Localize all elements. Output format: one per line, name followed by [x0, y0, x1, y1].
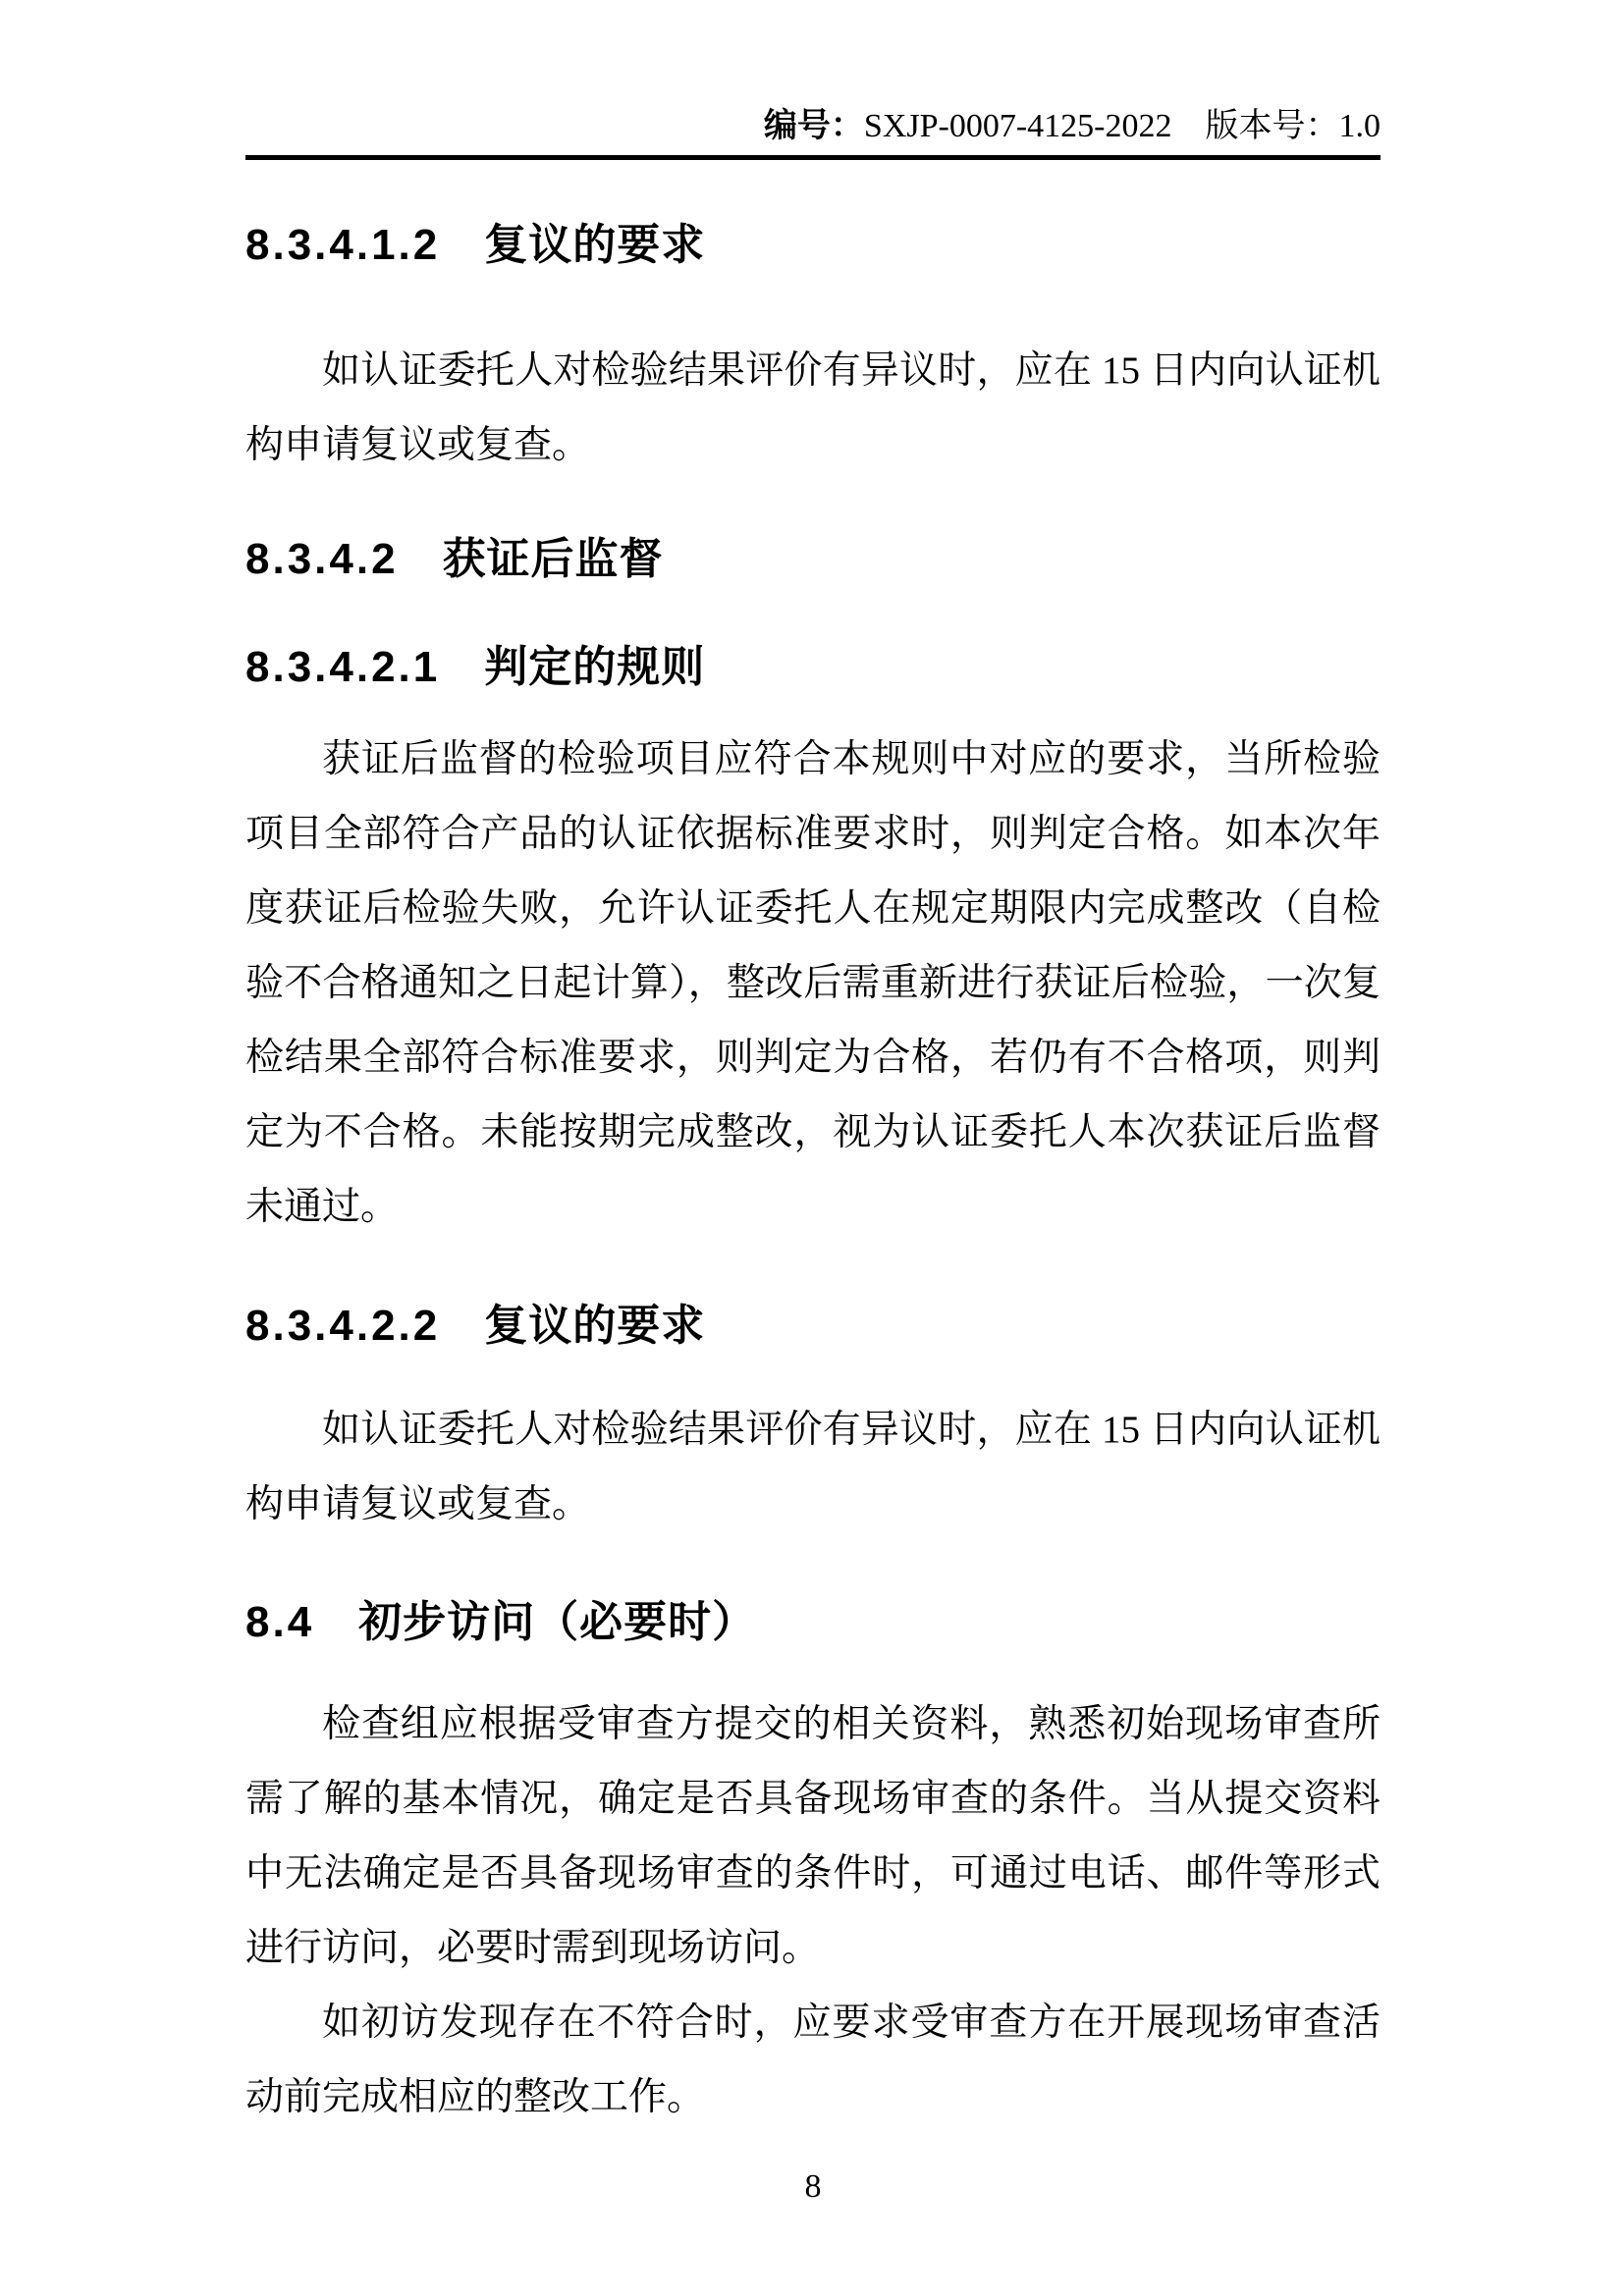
section-heading-8-3-4-1-2	[245, 222, 1380, 269]
section-number: 8.3.4.2	[245, 535, 399, 583]
section-heading-8-3-4-2	[245, 536, 1380, 583]
doc-code-value: SXJP-0007-4125-2022	[863, 108, 1172, 144]
section-number: 8.3.4.2.2	[245, 1302, 441, 1350]
paragraph-appeal-requirement-2: 如认证委托人对检验结果评价有异议时，应在 15 日内向认证机构申请复议或复查。	[245, 1409, 1380, 1525]
section-title: 复议的要求	[484, 1302, 706, 1350]
section-title: 判定的规则	[484, 643, 706, 691]
section-number: 8.3.4.2.1	[245, 643, 441, 691]
section-title: 获证后监督	[442, 535, 664, 583]
document-header	[245, 104, 1380, 149]
header-divider	[245, 155, 1380, 160]
section-title: 初步访问（必要时）	[358, 1598, 757, 1646]
page-number: 8	[804, 2168, 822, 2205]
section-number: 8.4	[245, 1598, 315, 1646]
doc-version-value: 1.0	[1338, 108, 1380, 144]
doc-code-label: 编号：	[763, 108, 864, 144]
paragraph-initial-visit-nonconformity: 如初访发现存在不符合时，应要求受审查方在开展现场审查活动前完成相应的整改工作。	[245, 2002, 1380, 2118]
paragraph-judgement-rules: 获证后监督的检验项目应符合本规则中对应的要求，当所检验项目全部符合产品的认证依据标准要求时，则判定合格。如本次年度获证后检验失败，允许认证委托人在规定期限内完成整改（自检验不合格通知之日起计算），整改后需重新进行获证后检验，一次复检结果全部符合标准要求，则判定为合格，若仍有不合格项，则判定为不合格。未能按期完成整改，视为认证委托人本次获证后监督未通过。	[245, 738, 1380, 1228]
doc-version-label: 版本号：	[1205, 108, 1339, 144]
section-heading-8-3-4-2-2	[245, 1303, 1380, 1350]
section-heading-8-4	[245, 1599, 1380, 1646]
section-title: 复议的要求	[484, 221, 706, 269]
paragraph-appeal-requirement-1: 如认证委托人对检验结果评价有异议时，应在 15 日内向认证机构申请复议或复查。	[245, 349, 1380, 466]
section-number: 8.3.4.1.2	[245, 221, 441, 269]
paragraph-preliminary-visit: 检查组应根据受审查方提交的相关资料，熟悉初始现场审查所需了解的基本情况，确定是否具备现场审查的条件。当从提交资料中无法确定是否具备现场审查的条件时，可通过电话、邮件等形式进行访问，必要时需到现场访问。	[245, 1703, 1380, 1969]
section-heading-8-3-4-2-1	[245, 644, 1380, 691]
